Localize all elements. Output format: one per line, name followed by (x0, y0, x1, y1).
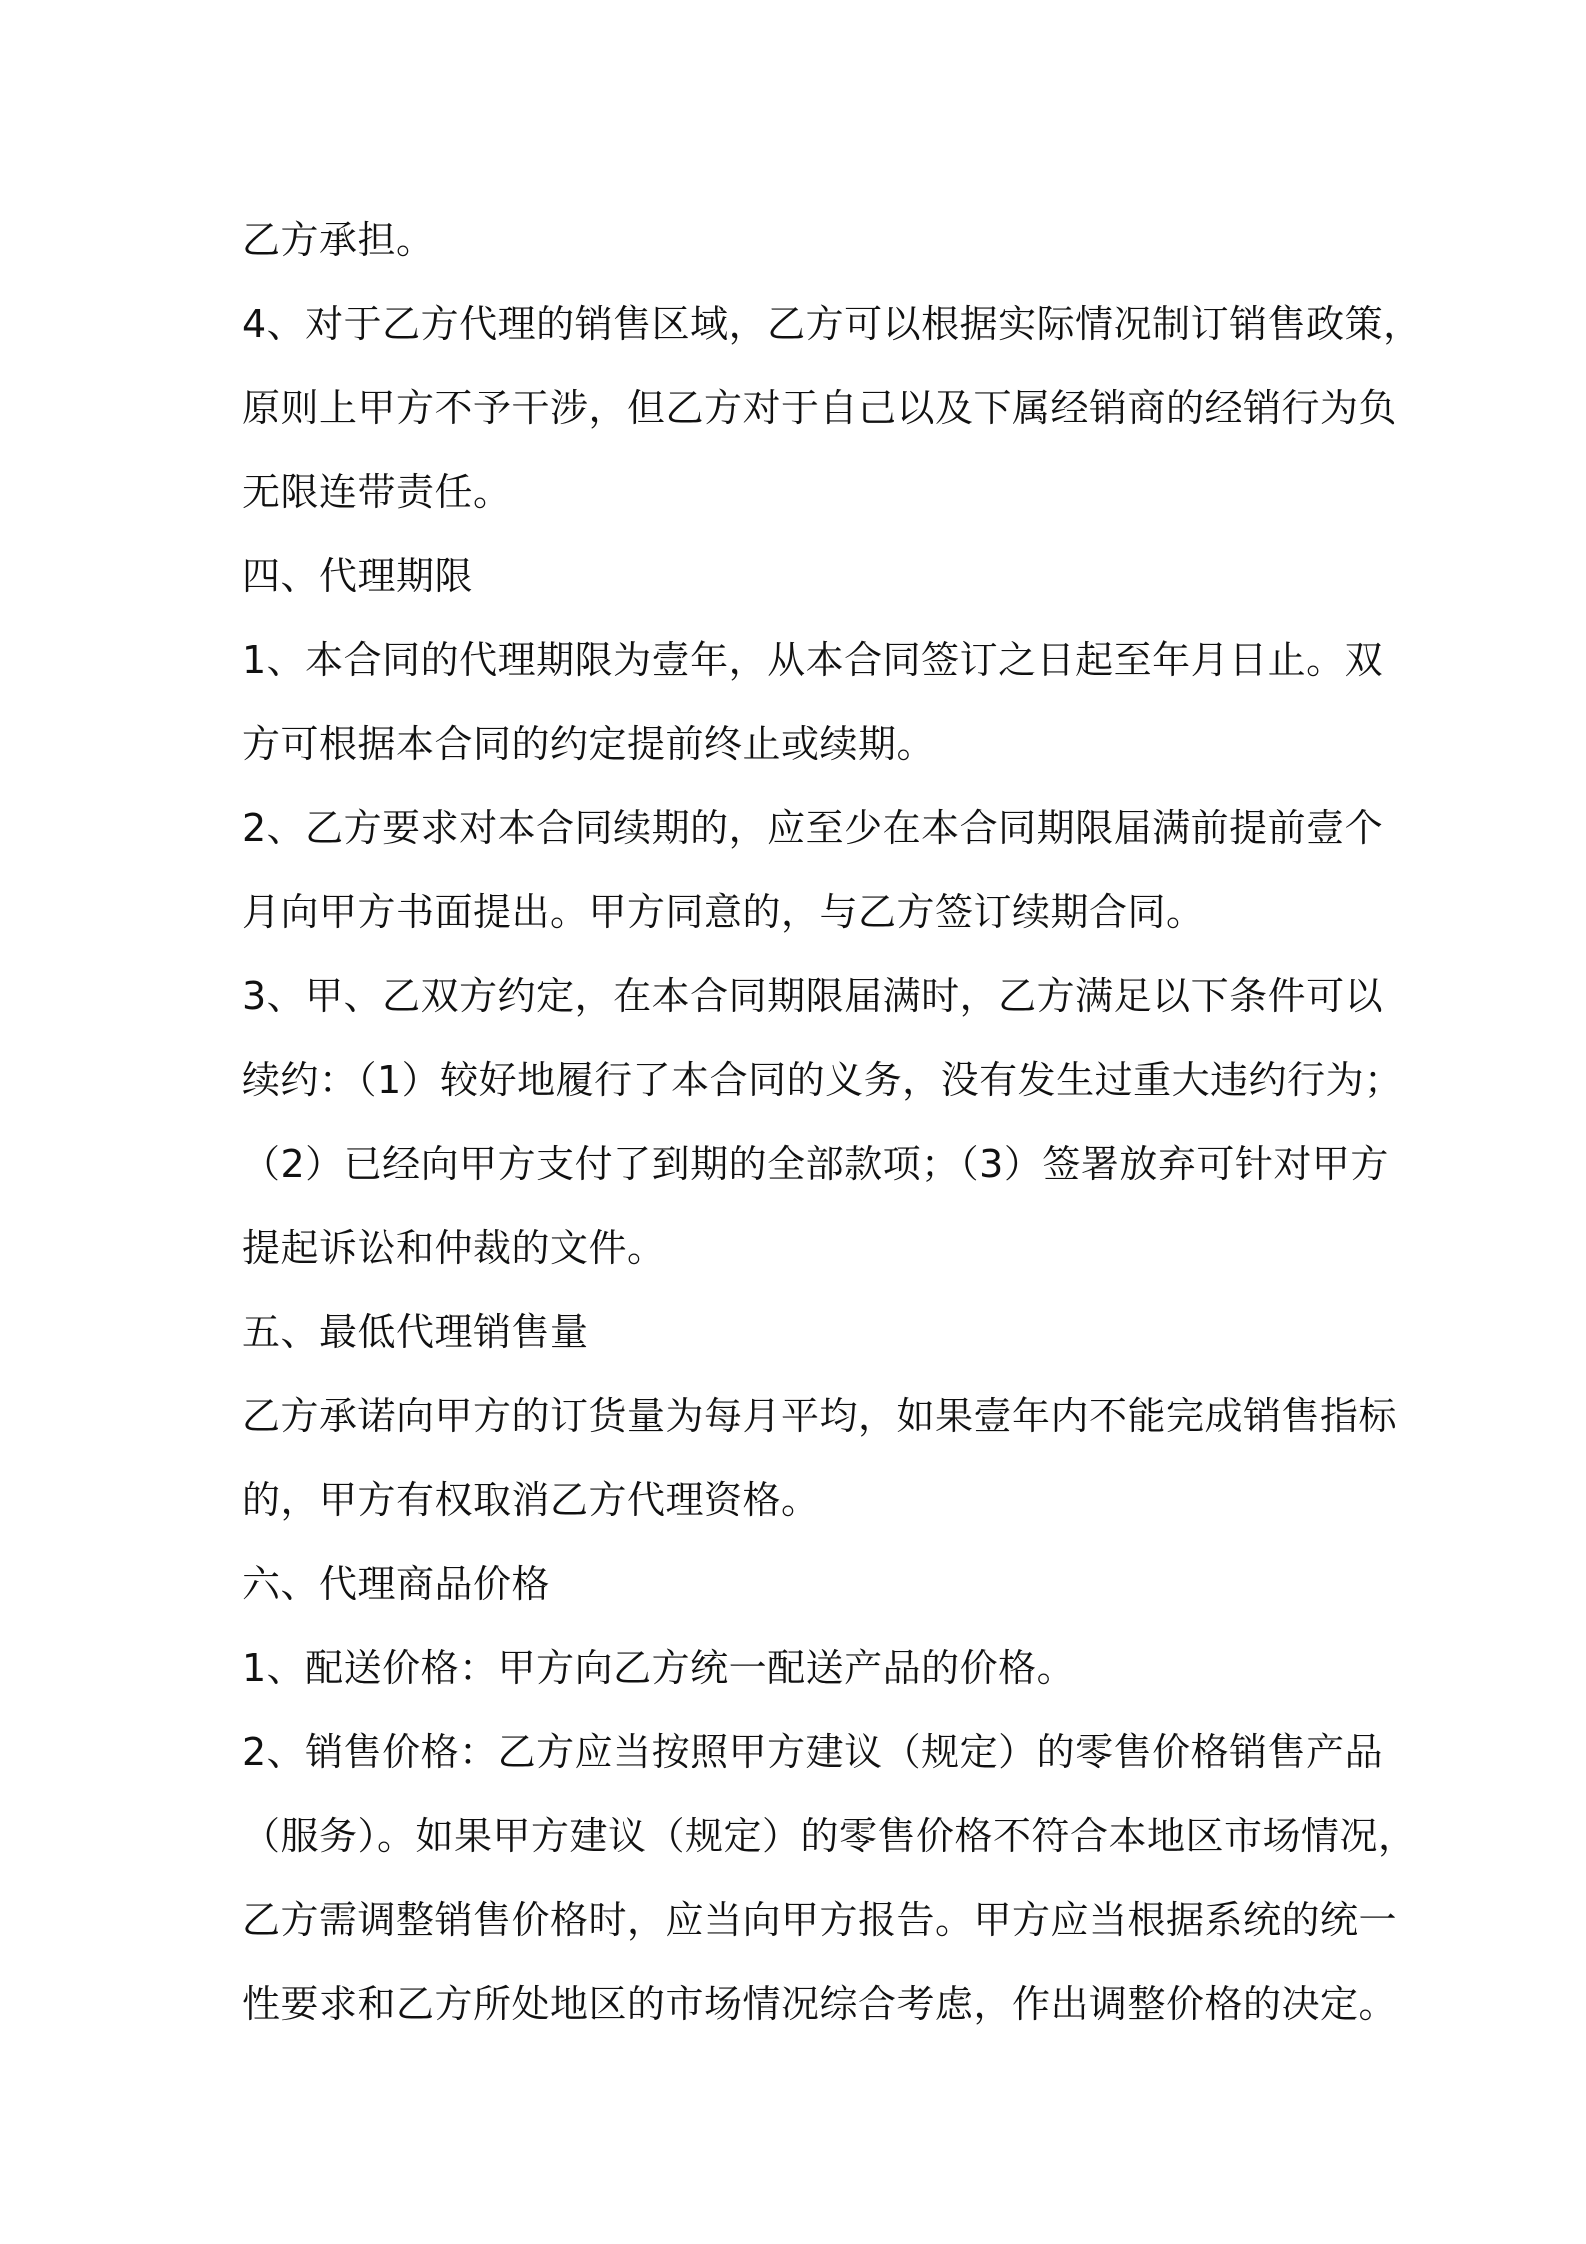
section-heading: 六、代理商品价格 (242, 1562, 551, 1606)
text-line: 的，甲方有权取消乙方代理资格。 (242, 1478, 820, 1522)
text-line: 提起诉讼和仲裁的文件。 (242, 1226, 666, 1270)
text-line: 2、销售价格：乙方应当按照甲方建议（规定）的零售价格销售产品 (242, 1730, 1384, 1774)
section-heading: 四、代理期限 (242, 554, 474, 598)
text-line: 方可根据本合同的约定提前终止或续期。 (242, 722, 936, 766)
document-body (242, 198, 1422, 2046)
text-line: 乙方承诺向甲方的订货量为每月平均，如果壹年内不能完成销售指标 (242, 1394, 1398, 1438)
text-line: 性要求和乙方所处地区的市场情况综合考虑，作出调整价格的决定。 (242, 1982, 1398, 2026)
text-line: （2）已经向甲方支付了到期的全部款项；（3）签署放弃可针对甲方 (242, 1142, 1389, 1186)
text-line: 月向甲方书面提出。甲方同意的，与乙方签订续期合同。 (242, 890, 1205, 934)
text-line: 乙方承担。 (242, 218, 435, 262)
text-line: 乙方需调整销售价格时，应当向甲方报告。甲方应当根据系统的统一 (242, 1898, 1398, 1942)
text-line: 续约：（1）较好地履行了本合同的义务，没有发生过重大违约行为； (242, 1058, 1403, 1102)
text-line: 3、甲、乙双方约定，在本合同期限届满时，乙方满足以下条件可以 (242, 974, 1384, 1018)
text-line: 4、对于乙方代理的销售区域，乙方可以根据实际情况制订销售政策， (242, 302, 1422, 346)
text-line: 1、本合同的代理期限为壹年，从本合同签订之日起至年月日止。双 (242, 638, 1384, 682)
text-line: 2、乙方要求对本合同续期的，应至少在本合同期限届满前提前壹个 (242, 806, 1384, 850)
text-line: 1、配送价格：甲方向乙方统一配送产品的价格。 (242, 1646, 1076, 1690)
text-line: 无限连带责任。 (242, 470, 512, 514)
text-line: 原则上甲方不予干涉，但乙方对于自己以及下属经销商的经销行为负 (242, 386, 1398, 430)
text-line: （服务）。如果甲方建议（规定）的零售价格不符合本地区市场情况， (242, 1814, 1417, 1858)
section-heading: 五、最低代理销售量 (242, 1310, 589, 1354)
